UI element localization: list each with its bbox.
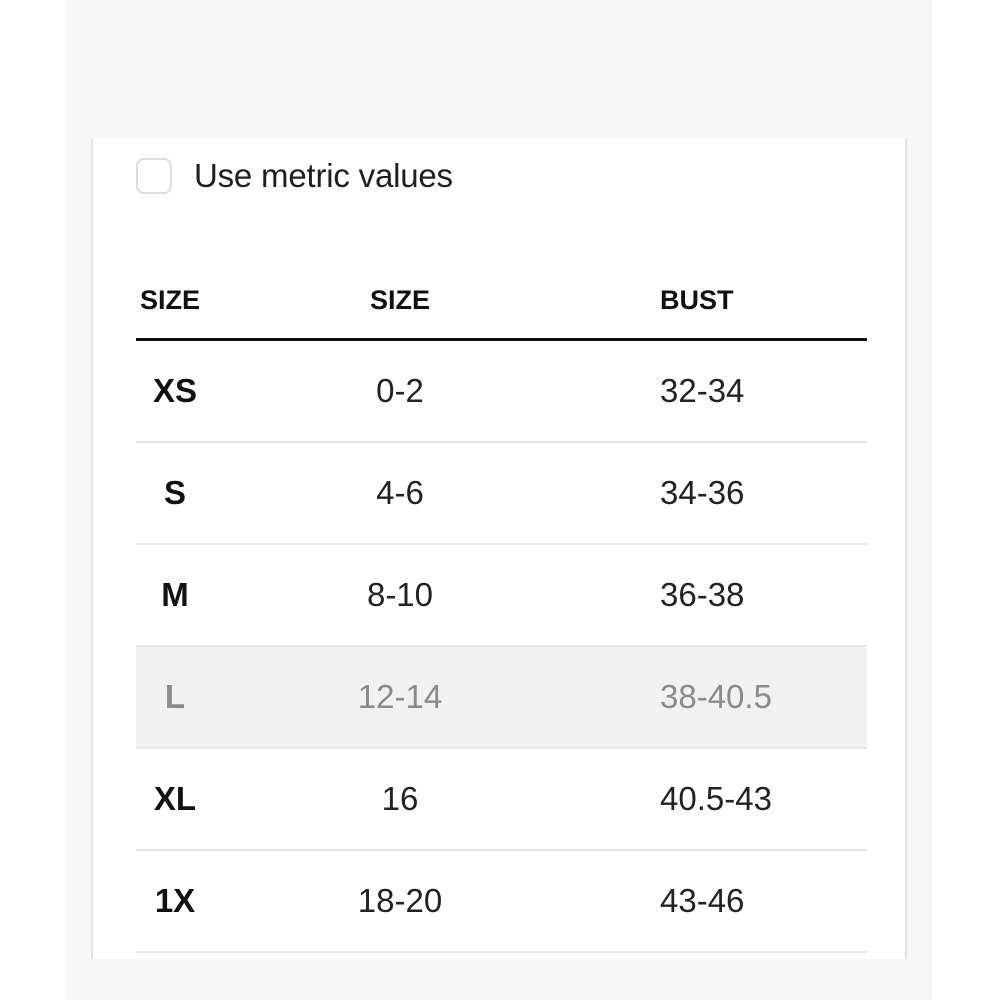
cell-size-letter: XS — [136, 340, 214, 443]
cell-size-letter: L — [136, 646, 214, 748]
cell-bust: 40.5-43 — [586, 748, 867, 850]
cell-size-number: 4-6 — [214, 442, 586, 544]
cell-bust: 36-38 — [586, 544, 867, 646]
metric-checkbox[interactable] — [136, 158, 172, 194]
cell-size-number: 0-2 — [214, 340, 586, 443]
metric-toggle[interactable] — [136, 155, 453, 197]
table-row — [136, 748, 867, 850]
size-chart-panel — [91, 139, 907, 959]
cell-size-letter: S — [136, 442, 214, 544]
metric-label: Use metric values — [194, 157, 453, 194]
cell-bust: 38-40.5 — [586, 646, 867, 748]
table-row — [136, 340, 867, 443]
cell-bust: 43-46 — [586, 850, 867, 952]
cell-size-number: 8-10 — [214, 544, 586, 646]
cell-size-number: 18-20 — [214, 850, 586, 952]
cell-size-letter: 1X — [136, 850, 214, 952]
table-row — [136, 442, 867, 544]
size-chart-table — [136, 263, 867, 953]
header-size-number: SIZE — [214, 263, 586, 340]
cell-size-letter: M — [136, 544, 214, 646]
table-row — [136, 544, 867, 646]
cell-bust: 34-36 — [586, 442, 867, 544]
cell-size-number: 16 — [214, 748, 586, 850]
table-row — [136, 850, 867, 952]
cell-bust: 32-34 — [586, 340, 867, 443]
cell-size-number: 12-14 — [214, 646, 586, 748]
table-header-row — [136, 263, 867, 340]
header-size-letter: SIZE — [136, 263, 214, 340]
header-bust: BUST — [586, 263, 867, 340]
cell-size-letter: XL — [136, 748, 214, 850]
table-row-highlighted — [136, 646, 867, 748]
